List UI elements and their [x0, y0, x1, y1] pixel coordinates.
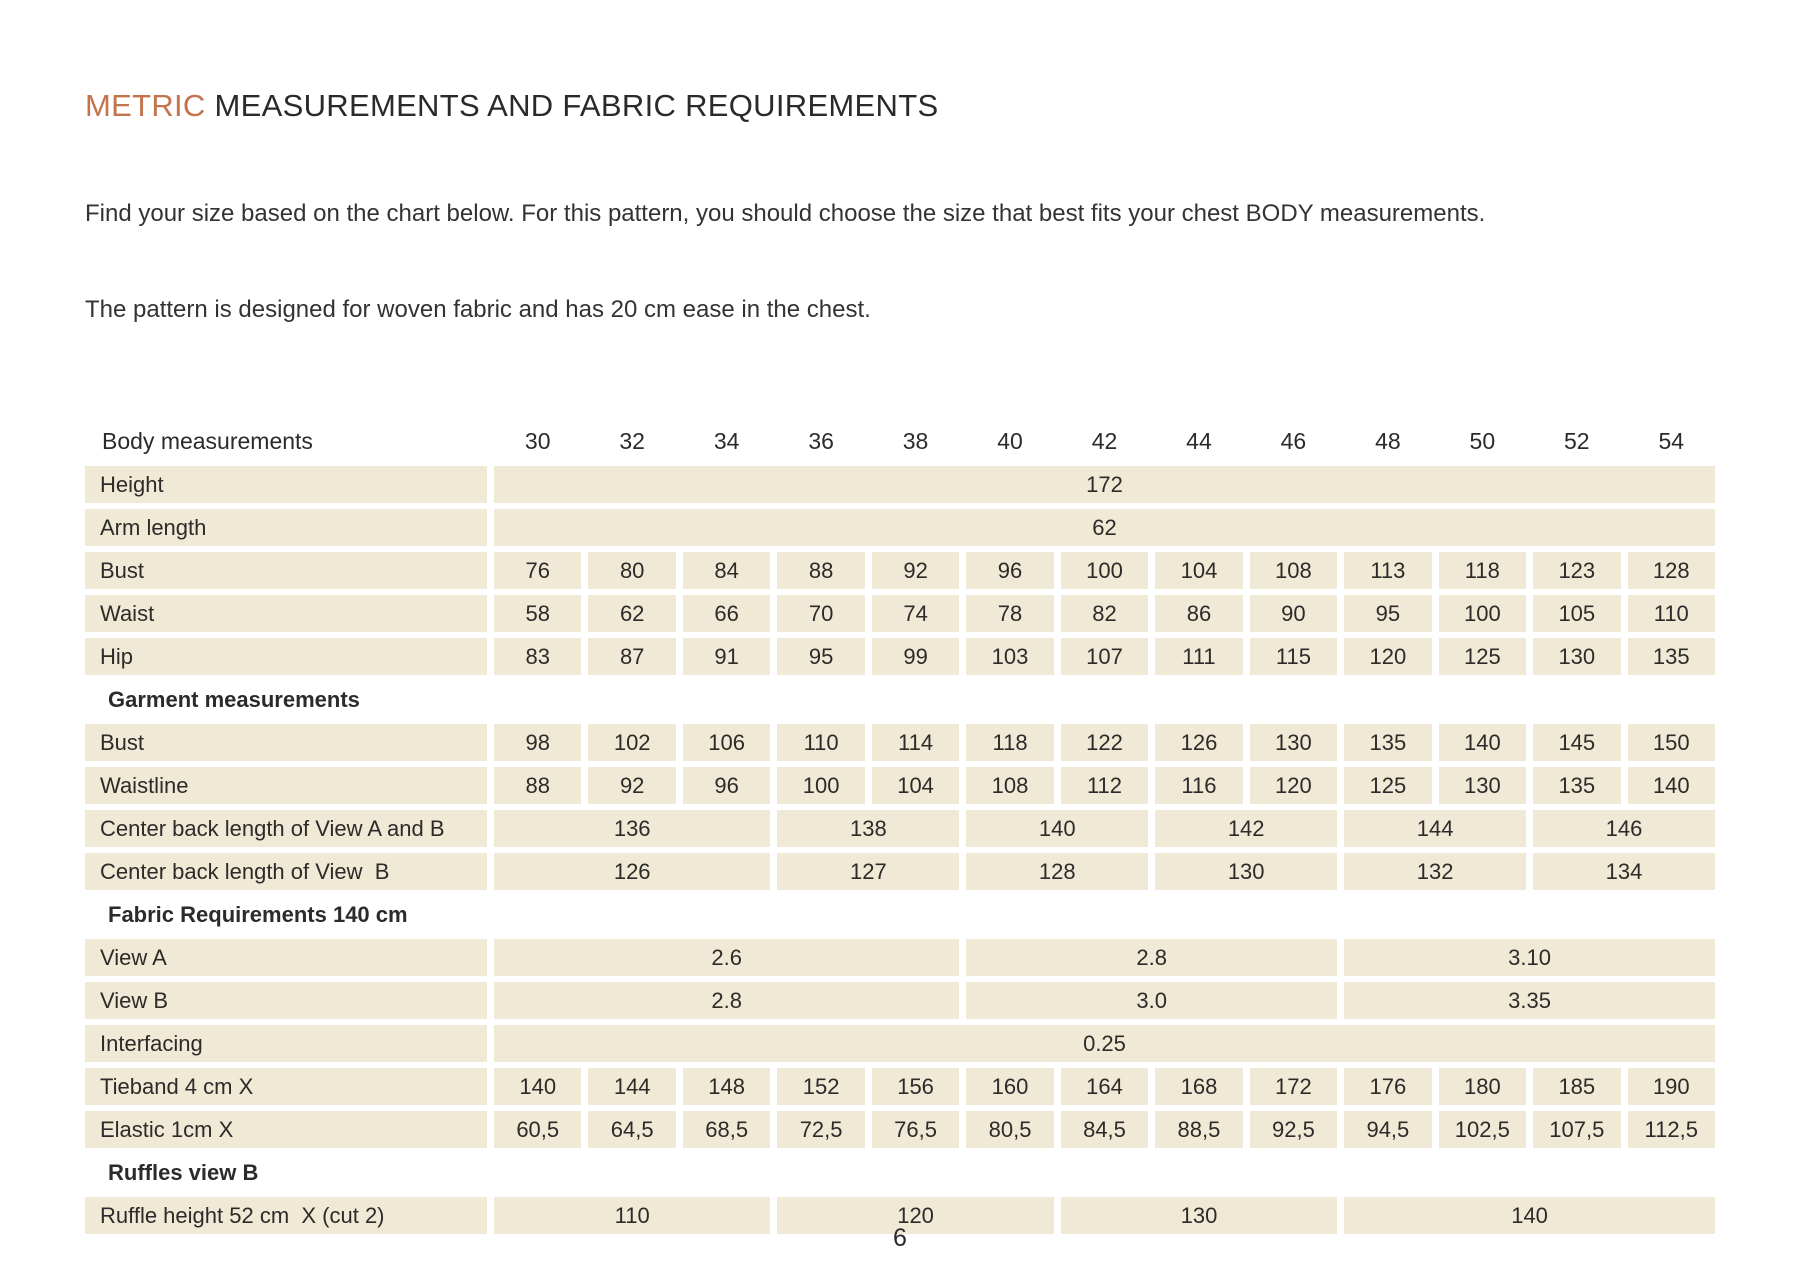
size-column-header: 44 [1186, 428, 1212, 454]
value-cell: 140 [1628, 767, 1715, 804]
value-cell: 107 [1061, 638, 1148, 675]
value-cell: 180 [1439, 1068, 1526, 1105]
value-cell: 160 [966, 1068, 1053, 1105]
value-cell: 142 [1155, 810, 1337, 847]
value-cell: 132 [1344, 853, 1526, 890]
value-cell: 86 [1155, 595, 1242, 632]
value-cell: 92,5 [1250, 1111, 1337, 1148]
row-label: View B [85, 982, 487, 1019]
value-cell: 172 [1250, 1068, 1337, 1105]
value-cell: 134 [1533, 853, 1715, 890]
value-cell: 88,5 [1155, 1111, 1242, 1148]
value-cell: 82 [1061, 595, 1148, 632]
value-cell: 150 [1628, 724, 1715, 761]
value-cell: 140 [966, 810, 1148, 847]
value-cell: 185 [1533, 1068, 1620, 1105]
value-cell: 140 [1344, 1197, 1715, 1234]
value-cell: 120 [1250, 767, 1337, 804]
value-cell: 100 [777, 767, 864, 804]
value-cell: 95 [777, 638, 864, 675]
subtitle-line-2: The pattern is designed for woven fabric and has 20 cm ease in the chest. [85, 296, 871, 323]
value-cell: 130 [1250, 724, 1337, 761]
value-cell: 96 [683, 767, 770, 804]
value-cell: 84 [683, 552, 770, 589]
value-cell: 78 [966, 595, 1053, 632]
page-title-rest: MEASUREMENTS AND FABRIC REQUIREMENTS [205, 88, 939, 123]
value-cell: 110 [777, 724, 864, 761]
value-cell: 135 [1344, 724, 1431, 761]
value-cell: 62 [588, 595, 675, 632]
value-cell: 98 [494, 724, 581, 761]
value-cell: 108 [966, 767, 1053, 804]
page-title [85, 88, 1715, 124]
page-title-accent: METRIC [85, 88, 206, 123]
size-column-header: 54 [1658, 428, 1685, 454]
value-cell: 66 [683, 595, 770, 632]
size-column-header: 30 [524, 428, 551, 454]
value-cell: 128 [966, 853, 1148, 890]
size-column-header: 46 [1280, 428, 1307, 454]
value-cell: 135 [1533, 767, 1620, 804]
value-cell: 80,5 [966, 1111, 1053, 1148]
subtitle-line-1: Find your size based on the chart below. For this pattern, you should choose the size that best fits your chest BODY measurements. [85, 200, 1486, 227]
value-cell: 83 [494, 638, 581, 675]
row-label: Waistline [85, 767, 487, 804]
row-label: Interfacing [85, 1025, 487, 1062]
value-cell: 58 [494, 595, 581, 632]
value-cell: 2.8 [494, 982, 959, 1019]
size-column-header: 38 [902, 428, 929, 454]
value-cell: 130 [1061, 1197, 1337, 1234]
value-cell: 190 [1628, 1068, 1715, 1105]
value-cell: 72,5 [777, 1111, 864, 1148]
value-cell: 110 [494, 1197, 770, 1234]
row-label: Center back length of View B [85, 853, 487, 890]
value-cell: 144 [588, 1068, 675, 1105]
value-cell: 136 [494, 810, 770, 847]
row-label: View A [85, 939, 487, 976]
value-cell: 164 [1061, 1068, 1148, 1105]
value-cell: 140 [1439, 724, 1526, 761]
value-cell: 60,5 [494, 1111, 581, 1148]
value-cell: 94,5 [1344, 1111, 1431, 1148]
value-cell: 130 [1439, 767, 1526, 804]
value-cell: 112,5 [1628, 1111, 1715, 1148]
section-header: Ruffles view B [108, 1159, 259, 1185]
section-header: Garment measurements [108, 686, 360, 712]
size-table [85, 423, 1715, 1234]
row-label: Center back length of View A and B [85, 810, 487, 847]
value-cell: 92 [588, 767, 675, 804]
value-cell: 2.8 [966, 939, 1337, 976]
size-column-header: 40 [997, 428, 1023, 454]
value-cell: 74 [872, 595, 959, 632]
value-cell: 130 [1155, 853, 1337, 890]
page-content [85, 88, 1715, 1234]
value-cell: 104 [1155, 552, 1242, 589]
page-subtitle [85, 134, 1715, 390]
value-cell: 76,5 [872, 1111, 959, 1148]
value-cell: 62 [494, 509, 1715, 546]
value-cell: 90 [1250, 595, 1337, 632]
row-label: Height [85, 466, 487, 503]
value-cell: 102 [588, 724, 675, 761]
section-header: Fabric Requirements 140 cm [108, 901, 408, 927]
value-cell: 91 [683, 638, 770, 675]
value-cell: 87 [588, 638, 675, 675]
value-cell: 88 [494, 767, 581, 804]
value-cell: 100 [1061, 552, 1148, 589]
value-cell: 107,5 [1533, 1111, 1620, 1148]
value-cell: 3.0 [966, 982, 1337, 1019]
value-cell: 120 [777, 1197, 1053, 1234]
value-cell: 99 [872, 638, 959, 675]
value-cell: 88 [777, 552, 864, 589]
row-label: Bust [85, 724, 487, 761]
value-cell: 106 [683, 724, 770, 761]
value-cell: 84,5 [1061, 1111, 1148, 1148]
value-cell: 64,5 [588, 1111, 675, 1148]
value-cell: 146 [1533, 810, 1715, 847]
value-cell: 3.10 [1344, 939, 1715, 976]
value-cell: 80 [588, 552, 675, 589]
value-cell: 3.35 [1344, 982, 1715, 1019]
value-cell: 172 [494, 466, 1715, 503]
value-cell: 148 [683, 1068, 770, 1105]
size-column-header: 34 [713, 428, 740, 454]
row-label: Waist [85, 595, 487, 632]
row-label: Tieband 4 cm X [85, 1068, 487, 1105]
value-cell: 95 [1344, 595, 1431, 632]
value-cell: 168 [1155, 1068, 1242, 1105]
size-column-header: 42 [1091, 428, 1118, 454]
row-label: Ruffle height 52 cm X (cut 2) [85, 1197, 487, 1234]
value-cell: 92 [872, 552, 959, 589]
value-cell: 145 [1533, 724, 1620, 761]
row-label: Elastic 1cm X [85, 1111, 487, 1148]
value-cell: 128 [1628, 552, 1715, 589]
value-cell: 70 [777, 595, 864, 632]
value-cell: 114 [872, 724, 959, 761]
value-cell: 110 [1628, 595, 1715, 632]
row-label: Arm length [85, 509, 487, 546]
value-cell: 126 [1155, 724, 1242, 761]
table-header-label: Body measurements [102, 428, 313, 454]
value-cell: 2.6 [494, 939, 959, 976]
value-cell: 118 [1439, 552, 1526, 589]
value-cell: 102,5 [1439, 1111, 1526, 1148]
value-cell: 100 [1439, 595, 1526, 632]
value-cell: 135 [1628, 638, 1715, 675]
value-cell: 144 [1344, 810, 1526, 847]
value-cell: 103 [966, 638, 1053, 675]
value-cell: 125 [1344, 767, 1431, 804]
value-cell: 68,5 [683, 1111, 770, 1148]
row-label: Hip [85, 638, 487, 675]
size-column-header: 52 [1564, 428, 1590, 454]
size-column-header: 32 [619, 428, 645, 454]
value-cell: 118 [966, 724, 1053, 761]
value-cell: 104 [872, 767, 959, 804]
value-cell: 105 [1533, 595, 1620, 632]
value-cell: 112 [1061, 767, 1148, 804]
size-column-header: 50 [1469, 428, 1496, 454]
page-number: 6 [893, 1224, 907, 1252]
value-cell: 116 [1155, 767, 1242, 804]
size-column-header: 36 [808, 428, 834, 454]
value-cell: 140 [494, 1068, 581, 1105]
size-column-header: 48 [1375, 428, 1401, 454]
value-cell: 113 [1344, 552, 1431, 589]
value-cell: 76 [494, 552, 581, 589]
value-cell: 156 [872, 1068, 959, 1105]
value-cell: 122 [1061, 724, 1148, 761]
value-cell: 123 [1533, 552, 1620, 589]
value-cell: 111 [1155, 638, 1242, 675]
value-cell: 127 [777, 853, 959, 890]
value-cell: 130 [1533, 638, 1620, 675]
value-cell: 96 [966, 552, 1053, 589]
value-cell: 126 [494, 853, 770, 890]
value-cell: 0.25 [494, 1025, 1715, 1062]
value-cell: 115 [1250, 638, 1337, 675]
row-label: Bust [85, 552, 487, 589]
value-cell: 138 [777, 810, 959, 847]
value-cell: 120 [1344, 638, 1431, 675]
value-cell: 176 [1344, 1068, 1431, 1105]
value-cell: 125 [1439, 638, 1526, 675]
value-cell: 152 [777, 1068, 864, 1105]
value-cell: 108 [1250, 552, 1337, 589]
